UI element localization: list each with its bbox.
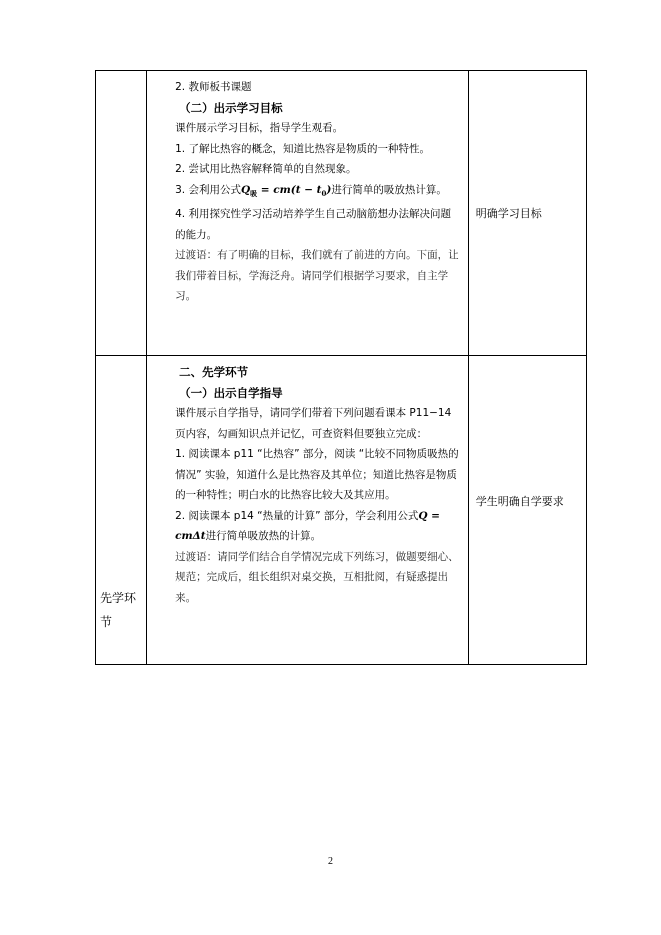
stage-cell [96, 71, 147, 356]
purpose-cell [468, 356, 586, 665]
content-line: 课件展示自学指导，请同学们带着下列问题看课本 P11−14 页内容，勾画知识点并记忆，可查资料但要独立完成： [175, 407, 452, 440]
stage-cell [96, 356, 147, 665]
goal-item: 4. 利用探究性学习活动培养学生自己动脑筋想办法解决问题的能力。 [175, 208, 451, 241]
heat-formula: Q = cmΔt [175, 509, 440, 542]
purpose-cell [468, 71, 586, 356]
stage-label: 先学环节 [100, 591, 137, 629]
table-row [96, 71, 587, 356]
purpose-text: 明确学习目标 [475, 207, 542, 220]
transition-text: 过渡语：有了明确的目标，我们就有了前进的方向。下面，让我们带着目标，学海泛舟。请同学们根据学习要求，自主学习。 [175, 249, 459, 303]
content-line: 2. 教师板书课题 [175, 81, 252, 93]
page-number: 2 [328, 856, 333, 867]
goal-text: 进行简单的吸放热计算。 [331, 183, 447, 196]
content-line: 课件展示学习目标，指导学生观看。 [175, 122, 344, 134]
guide-item: 1. 阅读课本 p11 “比热容” 部分，阅读 “比较不同物质吸热的情况” 实验，知道什么是比热容及其单位；知道比热容是物质的一种特性；明白水的比热容比较大及其应用。 [175, 448, 459, 501]
purpose-text: 学生明确自学要求 [475, 495, 564, 508]
goal-item [175, 180, 460, 205]
section-title: 二、先学环节 [179, 365, 249, 379]
goal-item: 2. 尝试用比热容解释简单的自然现象。 [175, 163, 357, 175]
table-row [96, 356, 587, 665]
transition-text: 过渡语：请同学们结合自学情况完成下列练习，做题要细心、规范；完成后，组长组织对桌交换，互相批阅，有疑惑提出来。 [175, 550, 459, 604]
lesson-plan-table [95, 70, 587, 665]
goal-text: 3. 会利用公式 [175, 183, 241, 196]
stage-label [96, 325, 146, 355]
section-heading: （二）出示学习目标 [179, 100, 283, 115]
goal-item: 1. 了解比热容的概念，知道比热容是物质的一种特性。 [175, 142, 430, 155]
guide-item: 2. 阅读课本 p14 “热量的计算” 部分，学会利用公式Q = cmΔt进行简单吸放热的计算。 [175, 509, 440, 542]
content-cell [147, 356, 469, 665]
section-heading: （一）出示自学指导 [179, 385, 283, 400]
content-cell [147, 71, 469, 356]
heat-formula: $Q_吸 = cm(t - t_0)$ [240, 183, 332, 198]
